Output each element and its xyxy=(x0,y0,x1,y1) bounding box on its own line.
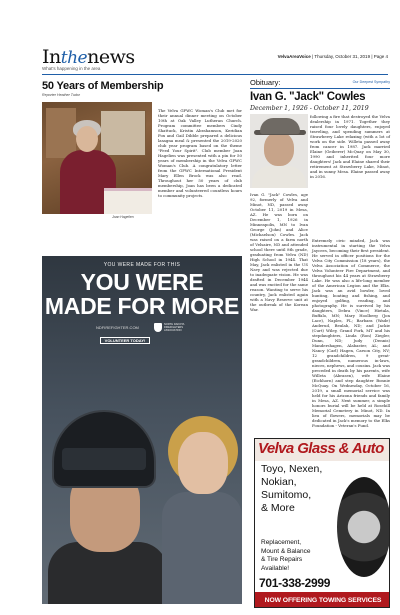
obituary-header xyxy=(250,78,390,89)
paper-date-page xyxy=(278,54,388,59)
photo-shirt xyxy=(252,166,306,188)
service-line: Available! xyxy=(261,564,290,572)
photo-face xyxy=(264,132,294,166)
photo-cake xyxy=(104,188,152,214)
obituary-photo xyxy=(250,114,308,188)
obituary-label: Obituary: xyxy=(250,78,281,87)
ad-headline-line2: MADE FOR MORE xyxy=(44,293,240,319)
masthead-rule xyxy=(42,74,388,75)
tire-brands xyxy=(261,463,322,515)
obituary-text-column-3: Extremely civic minded, Jack was instrumental in starting the Velva Jaycees, becoming their first president. He served in officer positions for the Velva City Commission (18 years), the Velva Association of Commerce, the Velva Volunteer Fire Department, and throughout his 44 years at Strawberry Lake. He was also a life-long member of the American Legion and the Elks. Jack was an avid bowler, loved hunting, boating and fishing, and enjoyed golfing, reading, and photography. He is survived by his daughters, Debra (Vince) Hietala, Buffalo, MN; Mary Hoolberg (Jon Lace), Naples, FL; Barbara (Wade) Anderud, Beulah, ND; and Jackie (Curt) Wiley, Grand Fork, MT and his stepdaughters, Linda (Ron) Ziegler, Dunn, ND; Judy (Dennis) Mandershagen, Alabaster, AL; and Nancy (Carl) Hagen, Carson City, NV; 12 grandchildren, 9 great-grandchildren, numerous in-laws, nieces, nephews, and cousins. Jack was preceded in death by his parents, wife Willeta (Abrasen), wife Elaine (Eichhorn) and step daughter Bonnie McQuay. On Wednesday, October 16, 2019, a small memorial service was held for his Arizona friends and family in Mesa, AZ. Next summer, a simple honors burial will be held at Rosehill Memorial Cemetery in Minot, ND. In lieu of flowers, memorials may be dedicated in Jack's memory to the Elks Foundation - Veteran's Fund. xyxy=(312,238,391,428)
article-photo xyxy=(42,102,152,214)
association-logo xyxy=(154,323,192,333)
obituary-text-column-2: Ivan G. "Jack" Cowles, age 92, formerly of Velva and Minot, ND, passed away October 11, 2019 in Mesa, AZ. He was born on December 1, 1926 in Minneapolis, MN to Ivan George (John) and Alice (Michaelson) Cowles. Jack was raised on a farm north of Velsaire, ND and attended school there until 8th grade, graduating from Velva (ND) High School in 1944. That May, Jack enlisted in the US Navy and was rejected due to inadequate vision. He was drafted in December 1944 and was excited for the same reason. Wanting to serve his country, Jack enlisted again with a Navy Reserve unit at the outbreak of the Korean War. xyxy=(250,192,308,312)
article-title: 50 Years of Membership xyxy=(42,80,164,92)
paper-name: VelvaAreaVoice xyxy=(277,54,311,59)
photo-background xyxy=(46,108,76,158)
volunteer-girl-image xyxy=(162,406,242,604)
service-line: & Tire Repairs xyxy=(261,556,303,563)
volunteer-today-button[interactable]: VOLUNTEER TODAY! xyxy=(100,337,150,344)
ad-headline xyxy=(42,270,242,318)
obituary-dates: December 1, 1926 - October 11, 2019 xyxy=(250,105,369,112)
firefighter-image xyxy=(48,410,168,604)
tire-icon xyxy=(337,477,390,577)
masthead xyxy=(42,48,392,72)
title-part-the: the xyxy=(60,48,88,68)
service-line: Mount & Balance xyxy=(261,547,311,555)
membership-article xyxy=(42,78,242,219)
section-title xyxy=(42,46,135,68)
obituary-name: Ivan G. "Jack" Cowles xyxy=(250,91,366,103)
date-page: | Thursday, October 31, 2019 | Page 4 xyxy=(312,54,388,59)
helmet-visor xyxy=(62,448,146,470)
photo-person-face xyxy=(76,126,98,152)
phone-number-link[interactable]: 701-338-2999 xyxy=(259,576,331,590)
ad-headline-line1: YOU WERE xyxy=(80,269,204,295)
article-body: The Velva GFWC Woman's Club met for their annual dinner meeting on October 10th at Oak Valley Lutheran Church. Program committee members Cindy Shattuck, Kristin Abrahamson, Keridian Fox and Gail Dibble prepared a delicious lasagna meal & presented the 2019-2020 club year program based on the theme "Feed Your Spirit". Club member Joan Hagelien was presented with a pin for 50 years of membership in the Velva GFWC Woman's Club. A congratulatory letter from the GFWC International President Mary Ellen Brock was also read. Throughout her 50 years of club membership, Joan has been a dedicated member and volunteered countless hours to community projects. xyxy=(158,108,242,198)
service-line: Replacement, xyxy=(261,539,302,546)
volunteer-firefighter-ad[interactable] xyxy=(42,256,242,604)
shield-icon xyxy=(154,323,162,332)
velva-glass-auto-ad[interactable] xyxy=(254,438,390,608)
girl-body xyxy=(162,492,242,604)
hat-icon xyxy=(260,118,300,134)
brand-line: Toyo, Nexen, xyxy=(261,463,323,475)
obituary-text-column-1: following a fire that destroyed the Velva dealership in 1971. Together they raised four lovely daughters, enjoyed traveling, and spending summers at Strawberry Lake relaxing (with a lot of work on the side. Willeta passed away from cancer in 1987. Jack married Elaine (Geiberer) McQuay on May 30, 1990 and inherited four more daughters! Jack and Elaine shared their retirement at Strawberry Lake, Minot, and in sunny Mesa. Elaine passed away in 2016. xyxy=(310,114,390,179)
brand-line: Sumitomo, xyxy=(261,489,312,501)
title-part-in: In xyxy=(42,46,61,68)
sympathy-tag: Our Deepest Sympathy xyxy=(352,80,390,84)
girl-face xyxy=(178,432,228,494)
section-subtitle: What's happening in the area xyxy=(42,66,101,71)
article-byline: Reporter Heather Tudor xyxy=(42,93,80,97)
title-part-news: news xyxy=(87,46,135,68)
brand-line: Nokian, xyxy=(261,476,297,488)
brand-line: & More xyxy=(261,502,295,514)
association-name: NORTH DAKOTA FIREFIGHTERS ASSOCIATION xyxy=(164,323,185,332)
photo-background-frame xyxy=(100,110,146,156)
towing-banner: NOW OFFERING TOWING SERVICES xyxy=(255,592,390,608)
photo-caption: Joan Hagelien xyxy=(112,215,134,219)
ad-tagline: YOU WERE MADE FOR THIS xyxy=(103,262,181,268)
services-list xyxy=(261,539,311,573)
ad-business-name: Velva Glass & Auto xyxy=(258,440,384,457)
ad-url-link[interactable]: NDFIREFIGHTER.COM xyxy=(96,325,139,330)
